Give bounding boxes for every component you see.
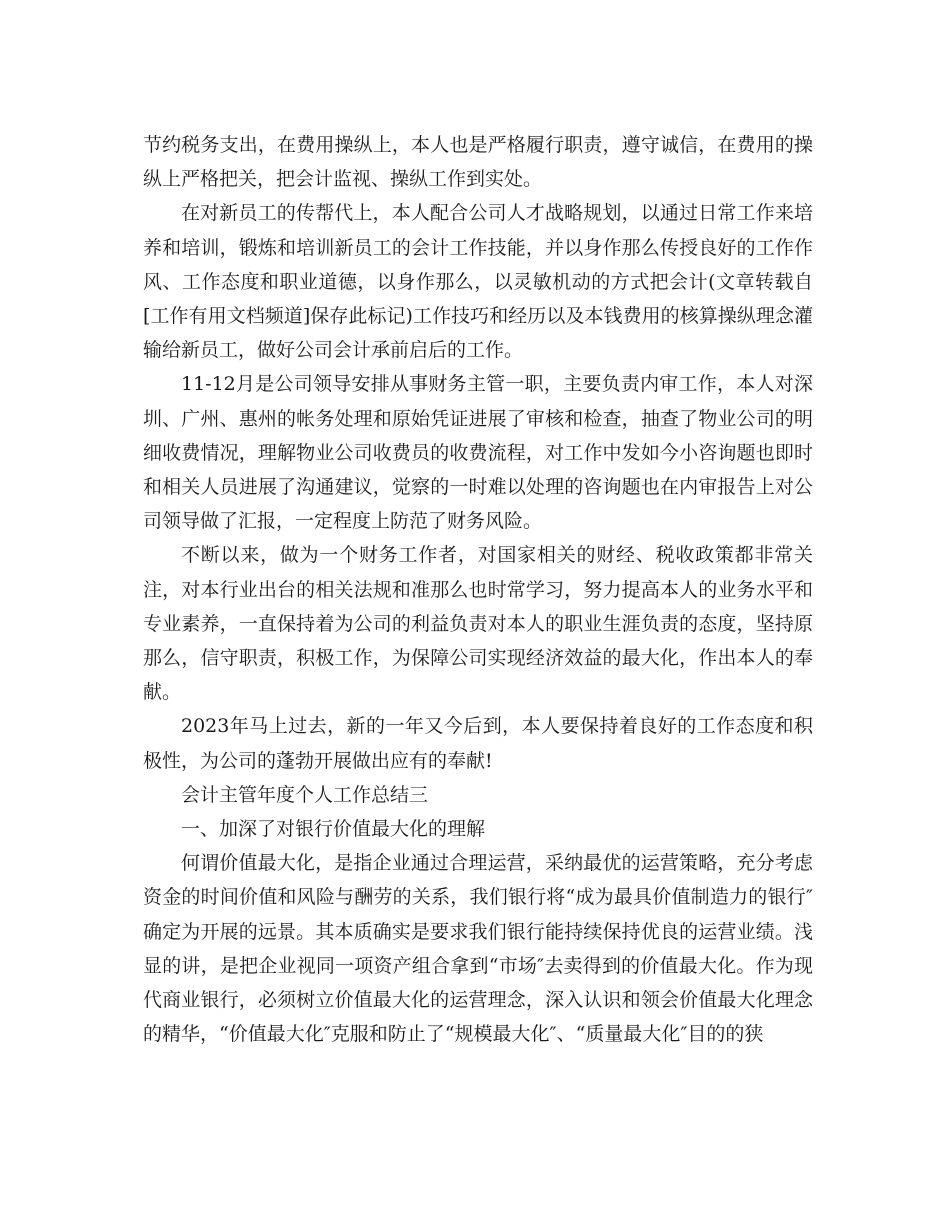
paragraph-internal-audit: 11-12月是公司领导安排从事财务主管一职，主要负责内审工作，本人对深圳、广州、惠州的帐务处理和原始凭证进展了审核和检查，抽查了物业公司的明细收费情况，理解物业公司收费员的收费流程，对工作中发如今小咨询题也即时和相关人员进展了沟通建议，觉察的一时难以处理的咨询题也在内审报告上对公司领导做了汇报，一定程度上防范了财务风险。: [143, 373, 813, 533]
paragraph-new-staff-training: 在对新员工的传帮代上，本人配合公司人才战略规划，以通过日常工作来培养和培训，锻炼和培训新员工的会计工作技能，并以身作那么传授良好的工作作风、工作态度和职业道德，以身作那么，以灵敏机动的方式把会计(文章转载自[工作有用文档频道]保存此标记)工作技巧和经历以及本钱费用的核算操纵理念灌输给新员工，做好公司会计承前启后的工作。: [143, 202, 813, 362]
paragraph-tax-expense: 节约税务支出，在费用操纵上，本人也是严格履行职责，遵守诚信，在费用的操纵上严格把关，把会计监视、操纵工作到实处。: [143, 134, 813, 191]
paragraph-value-maximization: 何谓价值最大化，是指企业通过合理运营，采纳最优的运营策略，充分考虑资金的时间价值和风险与酬劳的关系，我们银行将“成为最具价值制造力的银行″确定为开展的远景。其本质确实是要求我们银行能持续保持优良的运营业绩。浅显的讲，是把企业视同一项资产组合拿到“市场″去卖得到的价值最大化。作为现代商业银行，必须树立价值最大化的运营理念，深入认识和领会价值最大化理念的精华，“价值最大化″克服和防止了“规模最大化″、“质量最大化″目的的狭: [143, 852, 813, 1046]
paragraph-year-outlook: 2023年马上过去，新的一年又今后到，本人要保持着良好的工作态度和积极性，为公司的蓬勃开展做出应有的奉献!: [143, 715, 813, 772]
section-title: 会计主管年度个人工作总结三: [181, 783, 429, 806]
paragraph-policy-study: 不断以来，做为一个财务工作者，对国家相关的财经、税收政策都非常关注，对本行业出台的相关法规和准那么也时常学习，努力提高本人的业务水平和专业素养，一直保持着为公司的利益负责对本人的职业生涯负责的态度，坚持原那么，信守职责，积极工作，为保障公司实现经济效益的最大化，作出本人的奉献。: [143, 544, 813, 704]
section-heading: 一、加深了对银行价值最大化的理解: [181, 818, 486, 841]
document-body: [143, 128, 813, 1051]
